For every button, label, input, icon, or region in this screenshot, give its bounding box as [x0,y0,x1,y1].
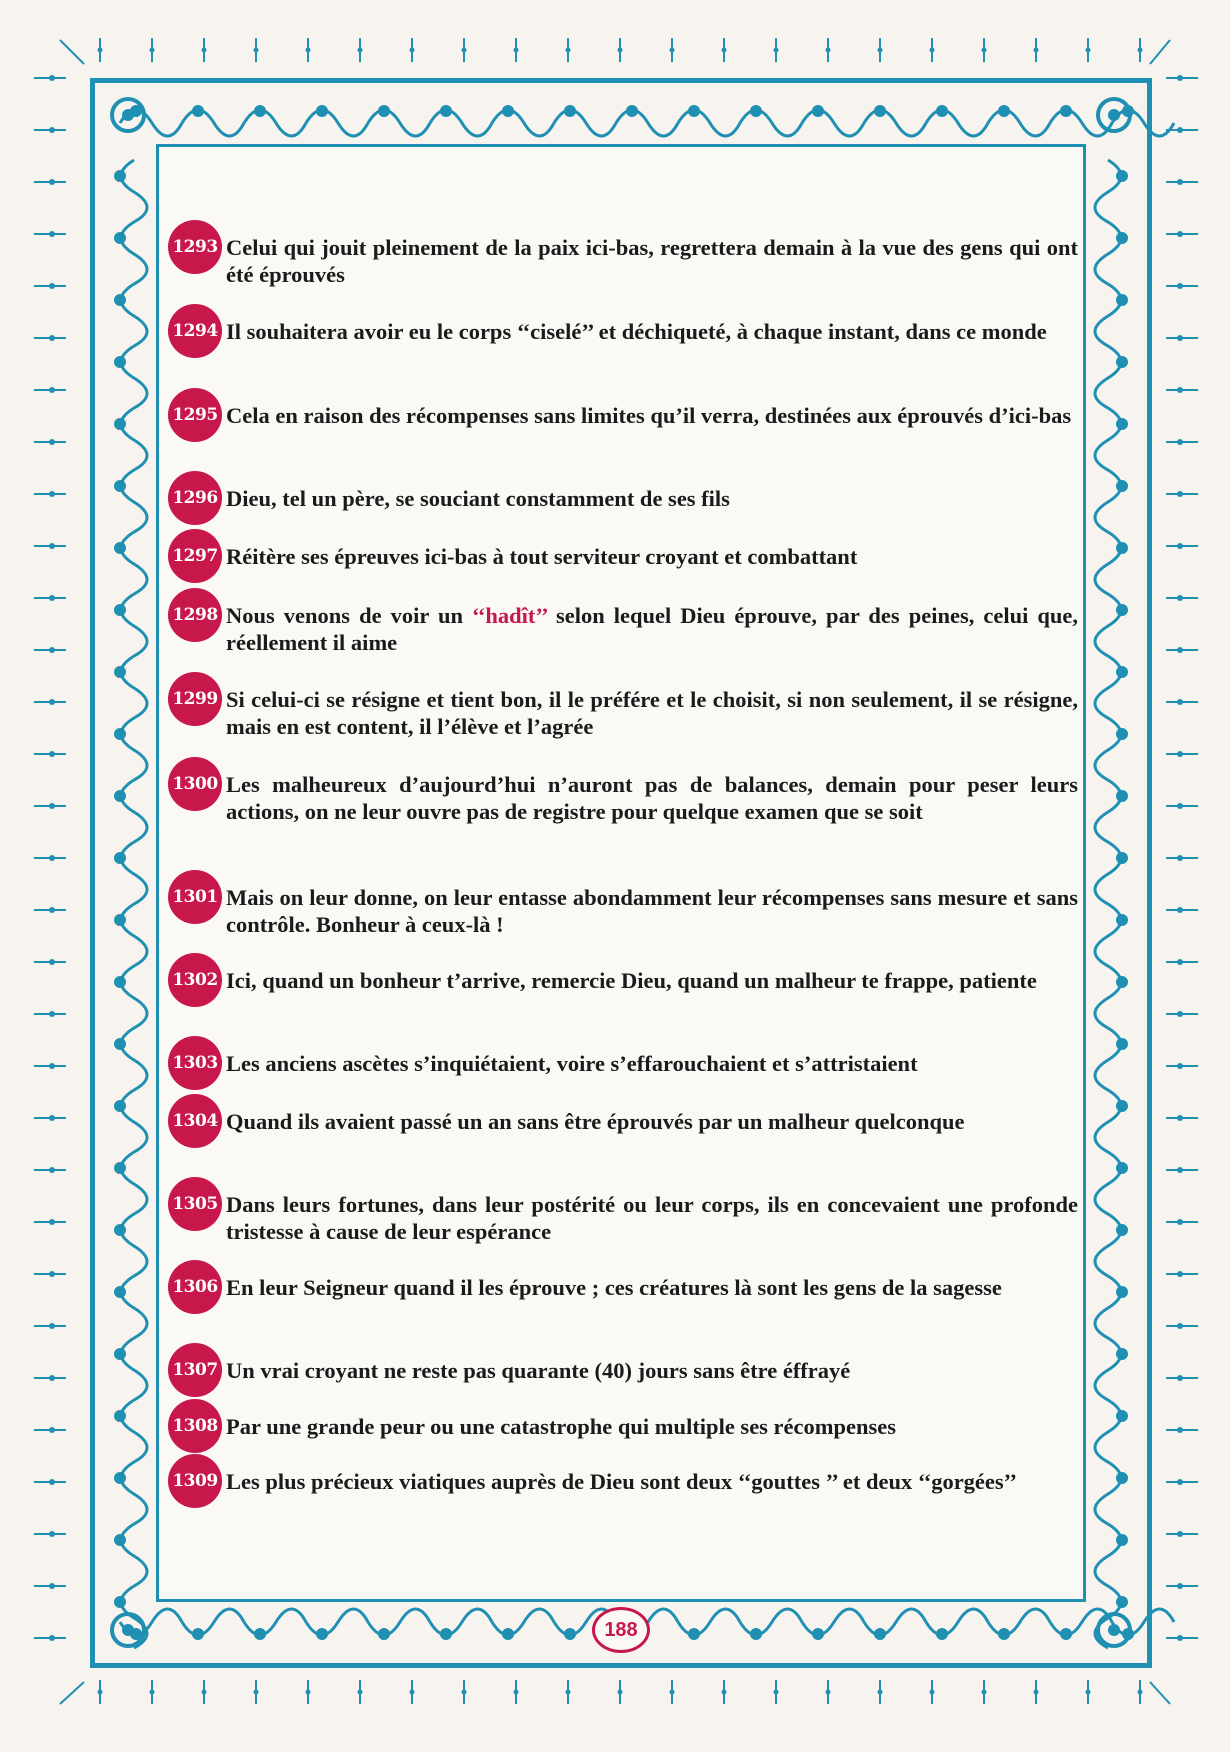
entry-number-badge: 1296 [168,471,222,525]
entry-number-badge: 1307 [168,1343,222,1397]
entry-1300 [168,771,1078,825]
entry-1296 [168,485,1078,525]
entry-1309 [168,1468,1078,1508]
entry-1293 [168,234,1078,288]
entry-number-badge: 1297 [168,529,222,583]
entry-text: Ici, quand un bonheur t’arrive, remercie Dieu, quand un malheur te frappe, patiente [226,968,1037,993]
entry-1294 [168,318,1078,358]
entry-number-badge: 1300 [168,757,222,811]
entry-text: Les anciens ascètes s’inquiétaient, voire s’effarouchaient et s’attristaient [226,1051,918,1076]
entry-text: Les malheureux d’aujourd’hui n’auront pas de balances, demain pour peser leurs actions, on ne leur ouvre pas de registre pour quelque examen que se soit [226,772,1078,824]
entry-1304 [168,1108,1078,1148]
entry-number-badge: 1304 [168,1094,222,1148]
entry-number-badge: 1301 [168,870,222,924]
entry-number-badge: 1302 [168,953,222,1007]
page-number: 188 [592,1607,650,1653]
entry-1305 [168,1191,1078,1245]
entry-text: Quand ils avaient passé un an sans être éprouvés par un malheur quelconque [226,1109,965,1134]
entry-number-badge: 1293 [168,220,222,274]
entry-1303 [168,1050,1078,1090]
entry-text: En leur Seigneur quand il les éprouve ; ces créatures là sont les gens de la sagesse [226,1275,1002,1300]
entry-text-before: Nous venons de voir un [226,603,472,628]
entry-text: Il souhaitera avoir eu le corps ‘‘ciselé’’ et déchiqueté, à chaque instant, dans ce monde [226,319,1047,344]
hadit-term: ‘‘hadît’’ [472,603,547,628]
entry-number-badge: 1294 [168,304,222,358]
entry-1307 [168,1357,1078,1397]
entry-number-badge: 1306 [168,1260,222,1314]
entry-1295 [168,402,1078,442]
entry-number-badge: 1309 [168,1454,222,1508]
entry-text: Mais on leur donne, on leur entasse abondamment leur récompenses sans mesure et sans contrôle. Bonheur à ceux-là ! [226,885,1078,937]
entry-1308 [168,1413,1078,1453]
entry-1298 [168,602,1078,656]
entry-number-badge: 1305 [168,1177,222,1231]
entry-text: Celui qui jouit pleinement de la paix ici-bas, regrettera demain à la vue des gens qui ont été éprouvés [226,235,1078,287]
entry-1301 [168,884,1078,938]
entry-number-badge: 1295 [168,388,222,442]
entry-text: Cela en raison des récompenses sans limites qu’il verra, destinées aux éprouvés d’ici-bas [226,403,1072,428]
entry-text: Si celui-ci se résigne et tient bon, il le préfére et le choisit, si non seulement, il se résigne, mais en est content, il l’élève et l’agrée [226,687,1078,739]
entry-number-badge: 1303 [168,1036,222,1090]
entry-1302 [168,967,1078,1007]
entry-text: Dieu, tel un père, se souciant constamment de ses fils [226,486,730,511]
entry-1299 [168,686,1078,740]
entry-text: Réitère ses épreuves ici-bas à tout serviteur croyant et combattant [226,544,858,569]
entry-text-after: selon lequel Dieu éprouve, par des peines, celui que, réellement il aime [226,603,1078,655]
entry-text: Les plus précieux viatiques auprès de Dieu sont deux ‘‘gouttes ’’ et deux ‘‘gorgées’’ [226,1469,1017,1494]
entry-text: Dans leurs fortunes, dans leur postérité ou leur corps, ils en concevaient une profonde tristesse à cause de leur espérance [226,1192,1078,1244]
entry-number-badge: 1308 [168,1399,222,1453]
entry-text: Par une grande peur ou une catastrophe qui multiple ses récompenses [226,1414,897,1439]
entry-text: Un vrai croyant ne reste pas quarante (40) jours sans être éffrayé [226,1358,851,1383]
entry-1306 [168,1274,1078,1314]
entry-number-badge: 1298 [168,588,222,642]
entry-text [226,602,1078,656]
entry-1297 [168,543,1078,583]
entry-number-badge: 1299 [168,672,222,726]
